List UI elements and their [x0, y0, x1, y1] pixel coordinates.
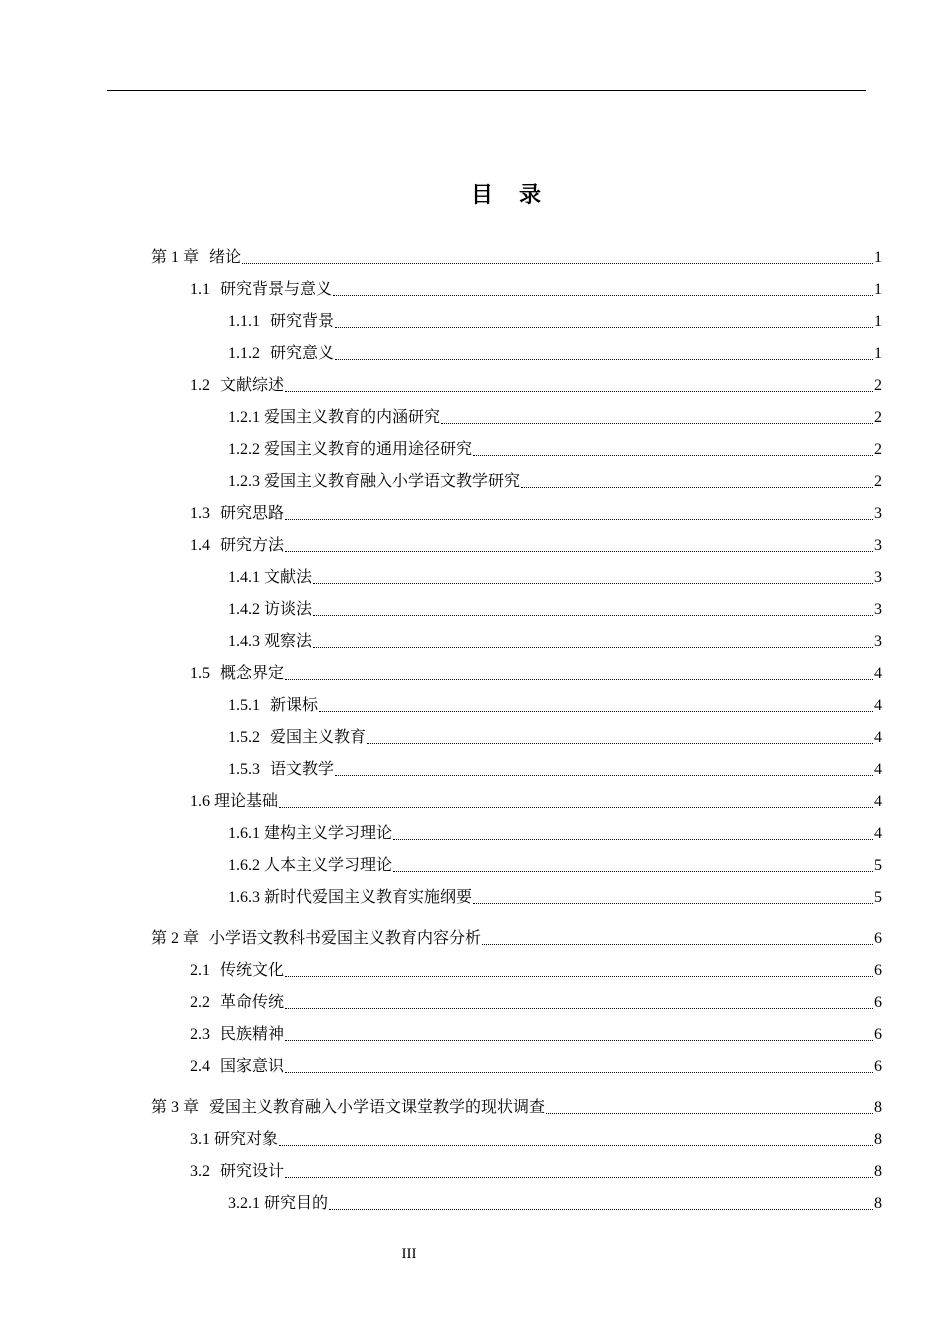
toc-entry-page: 5	[874, 889, 882, 906]
toc-entry-page: 3	[874, 601, 882, 618]
toc-entry-page: 3	[874, 569, 882, 586]
dot-leader	[242, 263, 873, 264]
toc-entry-number: 2.4	[190, 1058, 210, 1075]
toc-entry-label: 爱国主义教育融入小学语文课堂教学的现状调查	[209, 1099, 546, 1116]
toc-entry-label: 研究目的	[264, 1195, 329, 1212]
toc-entry-page: 1	[874, 281, 882, 298]
toc-entry[interactable]	[190, 961, 882, 981]
toc-entry-number: 1.6.2	[228, 857, 260, 874]
toc-entry-number: 1.1	[190, 281, 210, 298]
toc-entry[interactable]	[228, 472, 882, 492]
toc-entry-label: 人本主义学习理论	[264, 857, 393, 874]
dot-leader	[335, 775, 873, 776]
toc-entry-label: 国家意识	[220, 1058, 285, 1075]
toc-entry-label: 新课标	[270, 697, 319, 714]
dot-leader	[285, 551, 873, 552]
toc-entry-page: 4	[874, 793, 882, 810]
toc-entry-number: 1.4	[190, 537, 210, 554]
toc-entry-page: 4	[874, 729, 882, 746]
toc-entry-page: 2	[874, 441, 882, 458]
toc-entry-label: 研究背景与意义	[220, 281, 333, 298]
dot-leader	[319, 711, 873, 712]
toc-entry-page: 8	[874, 1163, 882, 1180]
toc-entry-number: 第 3 章	[151, 1099, 200, 1116]
dot-leader	[279, 1145, 873, 1146]
dot-leader	[285, 679, 873, 680]
toc-entry-number: 1.1.2	[228, 345, 260, 362]
dot-leader	[285, 1008, 873, 1009]
toc-entry[interactable]	[190, 792, 882, 812]
toc-entry-number: 1.5.2	[228, 729, 260, 746]
toc-entry-page: 4	[874, 665, 882, 682]
dot-leader	[285, 391, 873, 392]
toc-entry-number: 1.4.3	[228, 633, 260, 650]
toc-entry[interactable]	[190, 376, 882, 396]
dot-leader	[285, 519, 873, 520]
toc-entry-label: 研究背景	[270, 313, 335, 330]
toc-entry-number: 2.3	[190, 1026, 210, 1043]
dot-leader	[393, 839, 873, 840]
toc-entry[interactable]	[228, 1194, 882, 1214]
dot-leader	[333, 295, 873, 296]
toc-entry-label: 新时代爱国主义教育实施纲要	[264, 889, 473, 906]
toc-entry-page: 4	[874, 825, 882, 842]
toc-entry[interactable]	[190, 536, 882, 556]
toc-entry-number: 第 1 章	[151, 249, 200, 266]
toc-entry[interactable]	[151, 929, 882, 949]
toc-entry[interactable]	[228, 696, 882, 716]
toc-entry-label: 建构主义学习理论	[264, 825, 393, 842]
toc-entry-label: 民族精神	[220, 1026, 285, 1043]
toc-entry[interactable]	[190, 1130, 882, 1150]
toc-entry[interactable]	[228, 408, 882, 428]
title-char-2: 录	[519, 182, 542, 207]
toc-entry-page: 8	[874, 1131, 882, 1148]
dot-leader	[546, 1113, 873, 1114]
toc-entry[interactable]	[190, 1057, 882, 1077]
toc-entry-label: 爱国主义教育的通用途径研究	[264, 441, 473, 458]
toc-entry-label: 研究对象	[214, 1131, 279, 1148]
toc-entry-page: 5	[874, 857, 882, 874]
dot-leader	[313, 615, 873, 616]
toc-entry-number: 3.1	[190, 1131, 210, 1148]
toc-entry-page: 6	[874, 994, 882, 1011]
toc-entry[interactable]	[228, 824, 882, 844]
toc-entry-number: 1.2	[190, 377, 210, 394]
toc-entry-number: 2.1	[190, 962, 210, 979]
toc-entry-label: 爱国主义教育	[270, 729, 367, 746]
toc-entry-number: 3.2.1	[228, 1195, 260, 1212]
toc-entry-label: 概念界定	[220, 665, 285, 682]
dot-leader	[473, 455, 873, 456]
toc-entry-label: 爱国主义教育的内涵研究	[264, 409, 441, 426]
toc-entry[interactable]	[190, 664, 882, 684]
dot-leader	[521, 487, 873, 488]
toc-entry-number: 1.5.3	[228, 761, 260, 778]
toc-entry[interactable]	[228, 440, 882, 460]
toc-entry-number: 1.1.1	[228, 313, 260, 330]
toc-entry-number: 1.2.1	[228, 409, 260, 426]
toc-entry-label: 文献法	[264, 569, 313, 586]
toc-entry-number: 1.6.1	[228, 825, 260, 842]
dot-leader	[279, 807, 873, 808]
toc-entry-page: 1	[874, 313, 882, 330]
toc-entry-page: 6	[874, 1058, 882, 1075]
toc-entry-number: 2.2	[190, 994, 210, 1011]
toc-entry[interactable]	[228, 344, 882, 364]
toc-entry[interactable]	[190, 1025, 882, 1045]
dot-leader	[393, 871, 873, 872]
dot-leader	[285, 1177, 873, 1178]
toc-entry-page: 2	[874, 377, 882, 394]
dot-leader	[285, 1072, 873, 1073]
toc-entry[interactable]	[190, 504, 882, 524]
dot-leader	[285, 1040, 873, 1041]
page-title	[0, 178, 950, 209]
toc-entry[interactable]	[190, 1162, 882, 1182]
toc-entry-label: 观察法	[264, 633, 313, 650]
toc-entry-label: 研究思路	[220, 505, 285, 522]
dot-leader	[335, 359, 873, 360]
toc-entry[interactable]	[190, 280, 882, 300]
toc-entry-label: 革命传统	[220, 994, 285, 1011]
dot-leader	[313, 583, 873, 584]
toc-entry-page: 3	[874, 505, 882, 522]
toc-entry-page: 4	[874, 697, 882, 714]
toc-entry-label: 文献综述	[220, 377, 285, 394]
toc-entry-page: 4	[874, 761, 882, 778]
toc-entry[interactable]	[228, 312, 882, 332]
toc-entry-number: 第 2 章	[151, 930, 200, 947]
toc-entry-page: 8	[874, 1195, 882, 1212]
toc-entry-label: 小学语文教科书爱国主义教育内容分析	[209, 930, 482, 947]
toc-entry-label: 研究意义	[270, 345, 335, 362]
page-number-footer: III	[401, 1246, 417, 1262]
toc-entry-number: 1.4.2	[228, 601, 260, 618]
toc-entry-label: 语文教学	[270, 761, 335, 778]
toc-entry-page: 2	[874, 409, 882, 426]
dot-leader	[367, 743, 873, 744]
toc-entry-page: 6	[874, 962, 882, 979]
toc-entry[interactable]	[190, 993, 882, 1013]
dot-leader	[473, 903, 873, 904]
toc-entry[interactable]	[228, 632, 882, 652]
toc-entry-number: 1.4.1	[228, 569, 260, 586]
toc-entry-number: 1.6.3	[228, 889, 260, 906]
toc-entry-label: 传统文化	[220, 962, 285, 979]
toc-entry-page: 8	[874, 1099, 882, 1116]
toc-entry-number: 1.2.3	[228, 473, 260, 490]
toc-entry-page: 1	[874, 345, 882, 362]
toc-entry-number: 1.2.2	[228, 441, 260, 458]
toc-entry[interactable]	[151, 248, 882, 268]
toc-entry-label: 访谈法	[264, 601, 313, 618]
toc-entry[interactable]	[228, 600, 882, 620]
toc-entry[interactable]	[228, 728, 882, 748]
toc-entry-label: 绪论	[209, 249, 242, 266]
toc-entry-page: 6	[874, 930, 882, 947]
toc-entry[interactable]	[228, 888, 882, 908]
toc-entry[interactable]	[228, 760, 882, 780]
toc-entry-page: 1	[874, 249, 882, 266]
title-char-1: 目	[470, 182, 493, 207]
toc-entry-label: 研究方法	[220, 537, 285, 554]
toc-entry-number: 3.2	[190, 1163, 210, 1180]
dot-leader	[482, 944, 873, 945]
dot-leader	[335, 327, 873, 328]
toc-entry-label: 研究设计	[220, 1163, 285, 1180]
toc-entry[interactable]	[228, 856, 882, 876]
header-rule	[107, 90, 866, 91]
toc-entry-number: 1.5	[190, 665, 210, 682]
dot-leader	[313, 647, 873, 648]
toc-entry[interactable]	[151, 1098, 882, 1118]
toc-entry-label: 爱国主义教育融入小学语文教学研究	[264, 473, 521, 490]
toc-entry-number: 1.5.1	[228, 697, 260, 714]
toc-entry[interactable]	[228, 568, 882, 588]
toc-entry-number: 1.3	[190, 505, 210, 522]
toc-entry-page: 3	[874, 537, 882, 554]
toc-entry-label: 理论基础	[214, 793, 279, 810]
dot-leader	[329, 1209, 873, 1210]
toc-entry-page: 2	[874, 473, 882, 490]
dot-leader	[441, 423, 873, 424]
toc-entry-page: 3	[874, 633, 882, 650]
toc-entry-number: 1.6	[190, 793, 210, 810]
toc-entry-page: 6	[874, 1026, 882, 1043]
dot-leader	[285, 976, 873, 977]
